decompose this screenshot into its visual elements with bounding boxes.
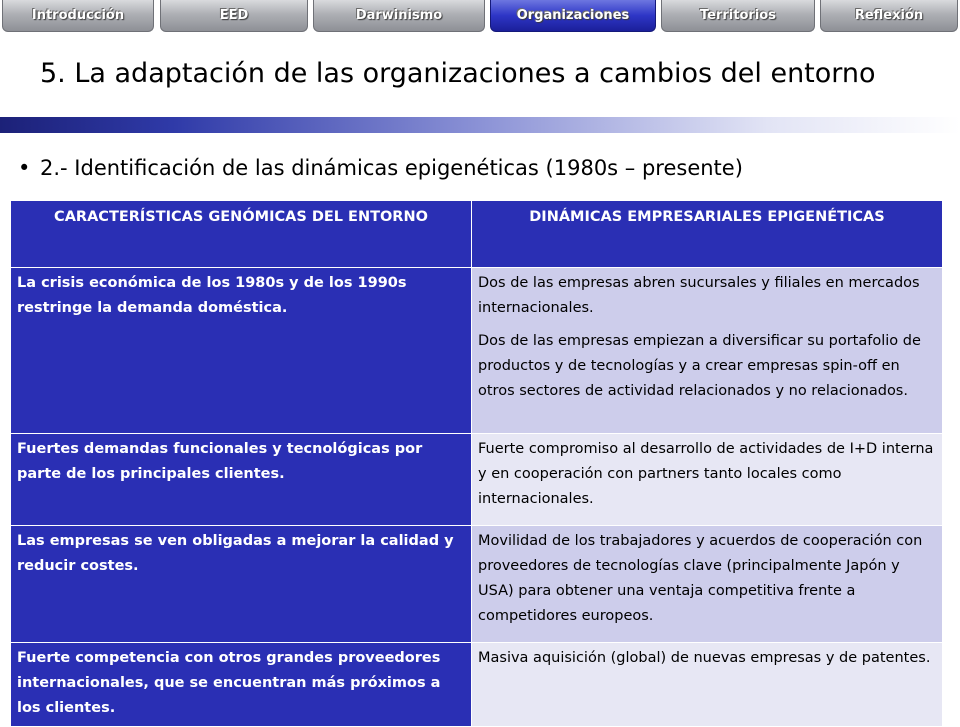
bullet-text: 2.- Identificación de las dinámicas epigenéticas (1980s – presente) [40,156,743,180]
epigenetic-text: Masiva aquisición (global) de nuevas empresas y de patentes. [478,650,931,666]
epigenetic-cell [472,643,943,727]
genomic-cell: La crisis económica de los 1980s y de los 1990s restringe la demanda doméstica. [11,268,472,434]
table-row [11,526,943,643]
epigenetic-cell [472,526,943,643]
epigenetic-text: Dos de las empresas empiezan a diversificar su portafolio de productos y de tecnologías y a crear empresas spin-off en otros sectores de actividad relacionados y no relacionados. [478,333,921,399]
epigenetic-text: Fuerte compromiso al desarrollo de actividades de I+D interna y en cooperación con partners tanto locales como internacionales. [478,441,934,507]
bullet-dot-icon: • [18,156,31,180]
tab-label: EED [219,8,249,23]
epigenetic-text: Movilidad de los trabajadores y acuerdos de cooperación con proveedores de tecnologías clave (principalmente Japón y USA) para obtener una ventaja competitiva frente a competidores europeos. [478,533,923,624]
tab-introduccion[interactable] [2,0,154,32]
tab-label: Darwinismo [355,8,443,23]
header-genomic: CARACTERÍSTICAS GENÓMICAS DEL ENTORNO [11,201,472,268]
epigenetic-cell [472,268,943,434]
epigenetic-cell [472,434,943,526]
slide-title: 5. La adaptación de las organizaciones a cambios del entorno [40,58,876,89]
tab-eed[interactable] [160,0,308,32]
tab-reflexion[interactable] [820,0,958,32]
tab-label: Territorios [700,8,776,23]
epigenetic-text: Dos de las empresas abren sucursales y filiales en mercados internacionales. [478,275,920,316]
tab-territorios[interactable] [661,0,815,32]
table-row [11,268,943,434]
genomic-cell: Fuerte competencia con otros grandes proveedores internacionales, que se encuentran más próximos a los clientes. [11,643,472,727]
characteristics-table [10,200,943,727]
table-header-row [11,201,943,268]
tab-label: Introducción [31,8,125,23]
genomic-cell: Las empresas se ven obligadas a mejorar la calidad y reducir costes. [11,526,472,643]
bullet-item [18,156,743,180]
header-epigenetic: DINÁMICAS EMPRESARIALES EPIGENÉTICAS [472,201,943,268]
genomic-cell: Fuertes demandas funcionales y tecnológicas por parte de los principales clientes. [11,434,472,526]
table-row [11,643,943,727]
top-navigation [0,0,960,34]
tab-organizaciones[interactable] [490,0,656,32]
tab-darwinismo[interactable] [313,0,485,32]
tab-label: Reflexión [854,8,924,23]
title-underline-bar [0,117,960,133]
tab-label: Organizaciones [516,8,630,23]
table-row [11,434,943,526]
